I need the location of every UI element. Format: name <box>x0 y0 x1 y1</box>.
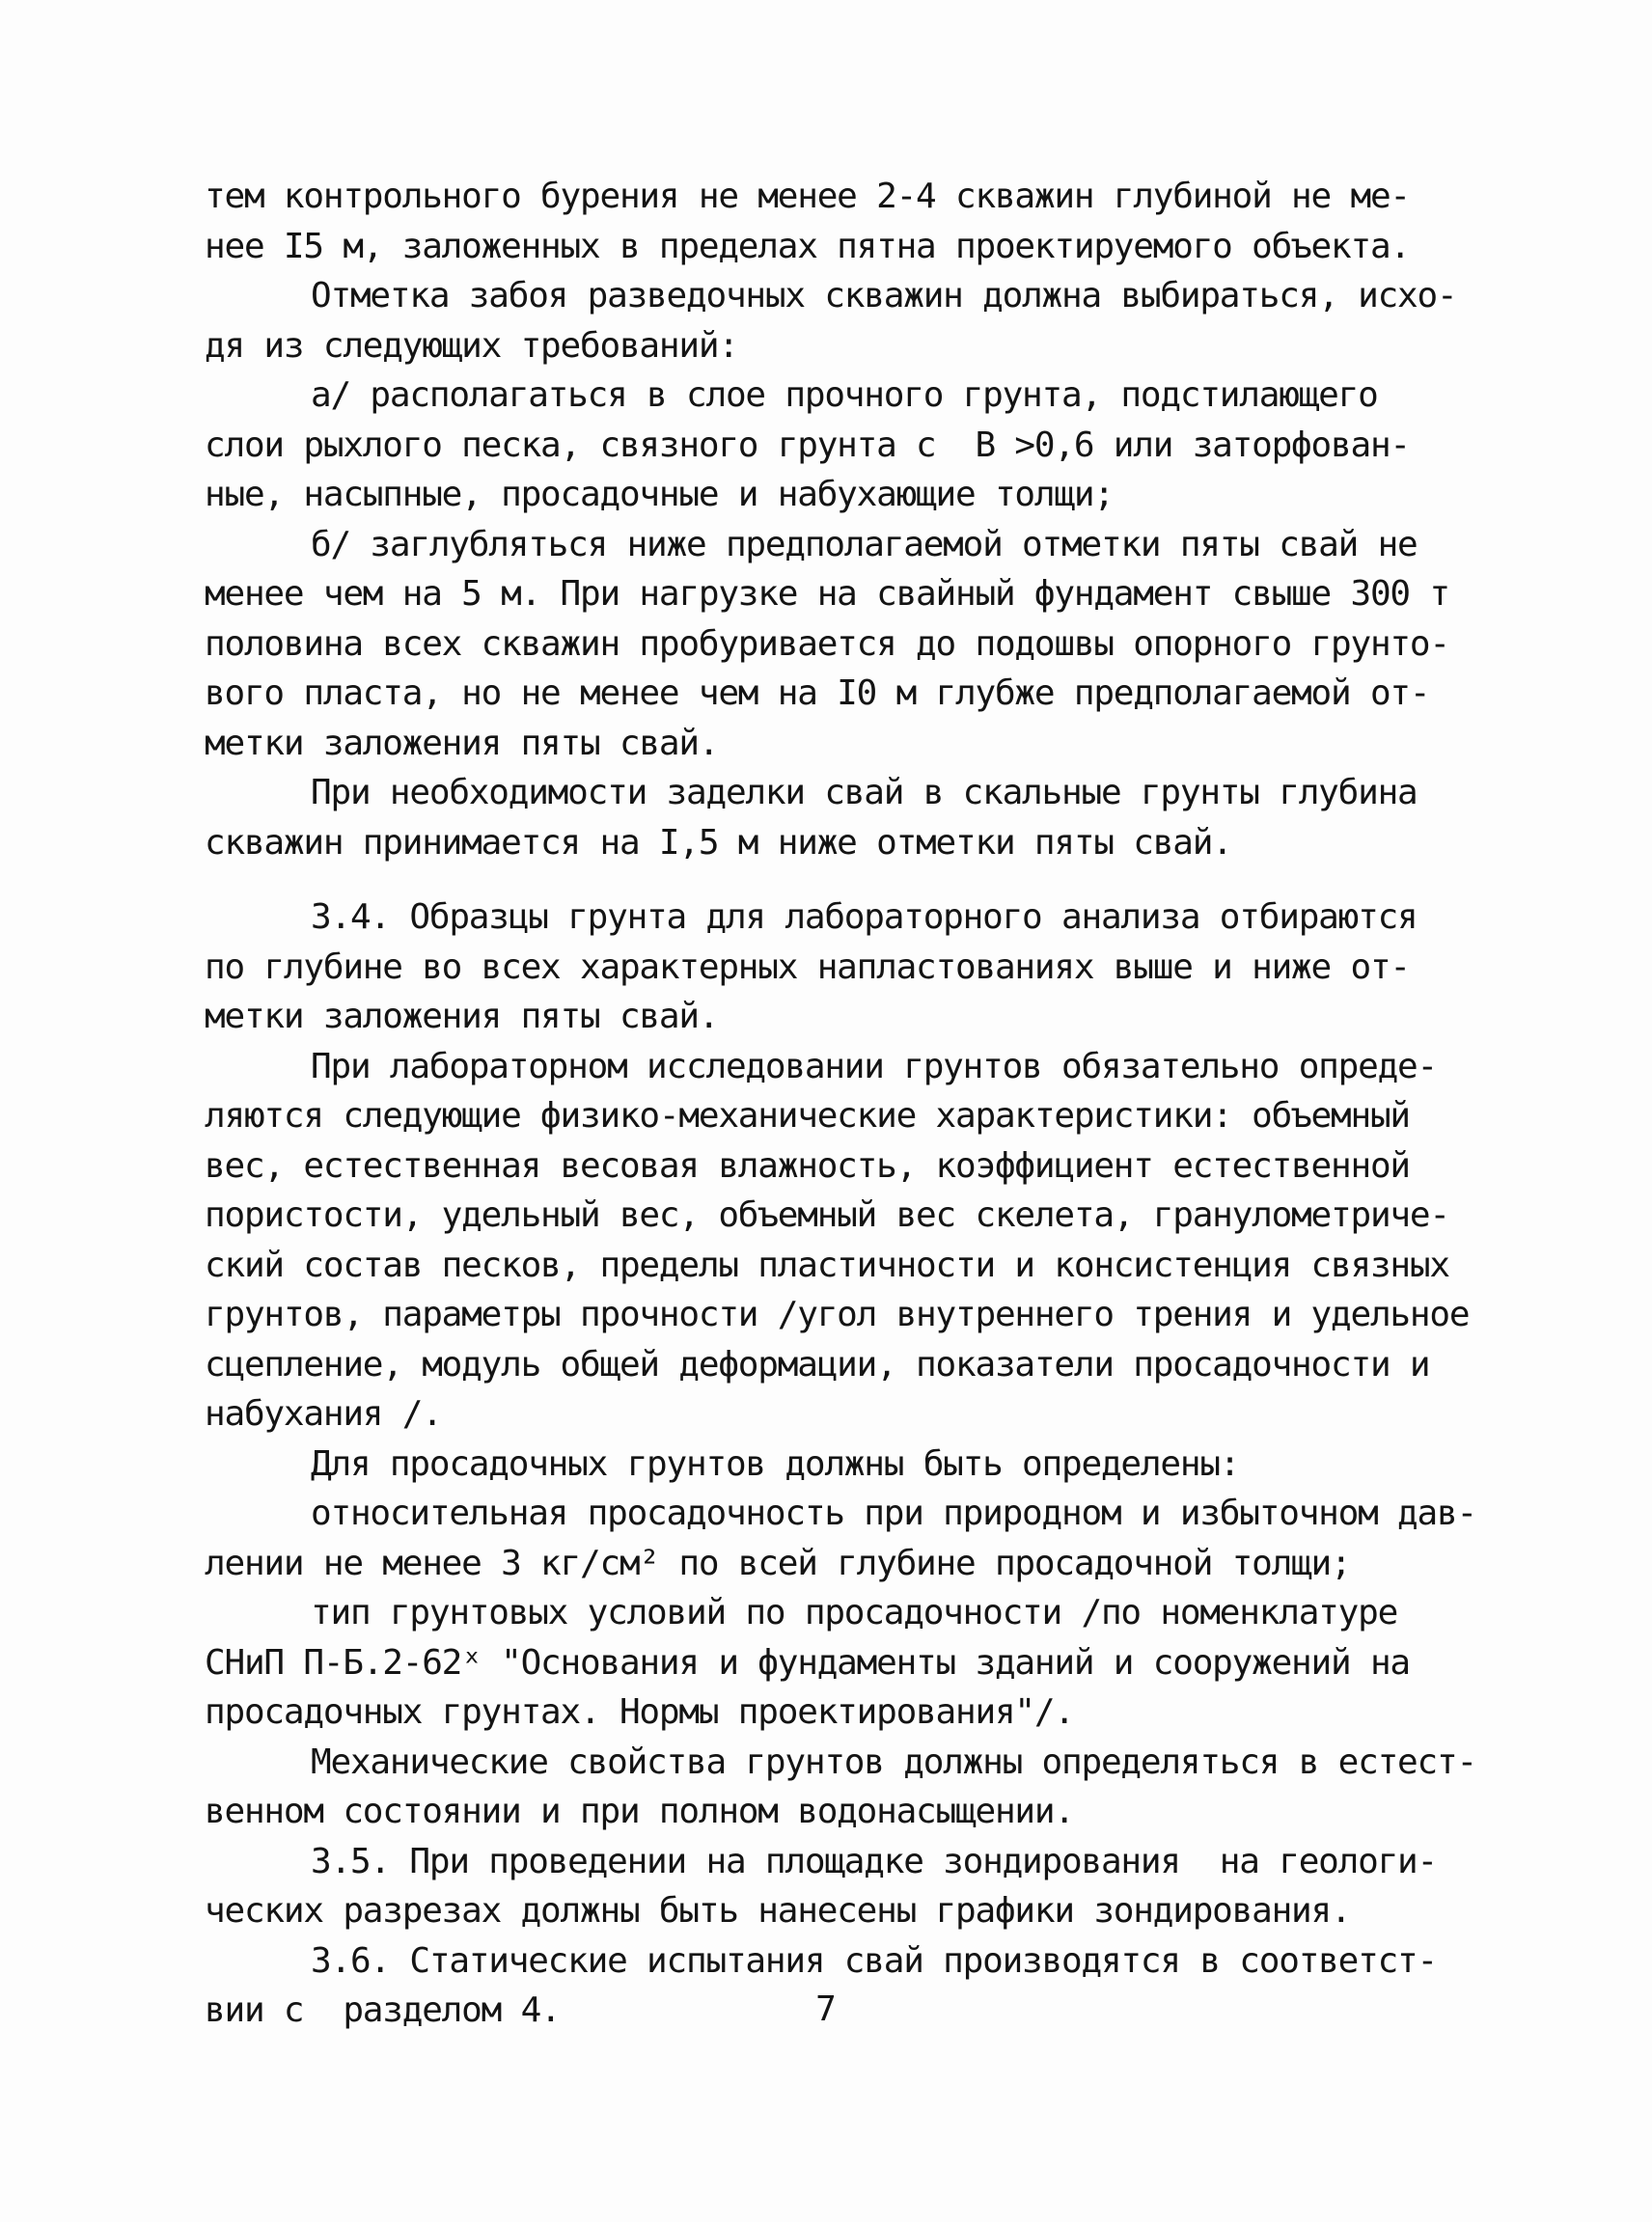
text-line: Отметка забоя разведочных скважин должна выбираться, исхо- <box>311 276 1457 315</box>
page-number: 7 <box>815 1989 837 2029</box>
text-line: вес, естественная весовая влажность, коэффициент естественной <box>205 1145 1410 1186</box>
text-line: Механические свойства грунтов должны определяться в естест- <box>311 1742 1476 1782</box>
text-line: СНиП П-Б.2-62ˣ "Основания и фундаменты зданий и сооружений на <box>205 1642 1410 1683</box>
text-line: вого пласта, но не менее чем на I0 м глубже предполагаемой от- <box>205 673 1430 713</box>
text-line: по глубине во всех характерных напластованиях выше и ниже от- <box>205 946 1410 987</box>
text-line: вии с разделом 4. <box>205 1990 561 2030</box>
text-line: При необходимости заделки свай в скальные грунты глубина <box>311 773 1418 812</box>
text-line: При лабораторном исследовании грунтов обязательно опреде- <box>311 1046 1438 1086</box>
text-line: ческих разрезах должны быть нанесены графики зондирования. <box>205 1891 1351 1931</box>
text-line: ляются следующие физико-механические характеристики: объемный <box>205 1096 1410 1136</box>
text-line: пористости, удельный вес, объемный вес скелета, гранулометриче- <box>205 1195 1449 1235</box>
text-line: венном состоянии и при полном водонасыщении. <box>205 1792 1074 1831</box>
text-line: б/ заглубляться ниже предполагаемой отметки пяты свай не <box>311 524 1418 564</box>
text-line: просадочных грунтах. Нормы проектирования"/. <box>205 1692 1074 1732</box>
text-line: 3.5. При проведении на площадке зондирования на геологи- <box>311 1841 1438 1881</box>
text-line: менее чем на 5 м. При нагрузке на свайный фундамент свыше 300 т <box>205 574 1449 614</box>
text-line: а/ располагаться в слое прочного грунта, подстилающего <box>311 375 1378 415</box>
text-line: 3.6. Статические испытания свай производятся в соответст- <box>311 1940 1438 1981</box>
text-line: слои рыхлого песка, связного грунта с B >0,6 или заторфован- <box>205 425 1410 465</box>
text-line: ский состав песков, пределы пластичности и консистенция связных <box>205 1245 1449 1285</box>
text-line: лении не менее 3 кг/см² по всей глубине просадочной толщи; <box>205 1543 1351 1583</box>
text-line: Для просадочных грунтов должны быть определены: <box>311 1443 1240 1484</box>
text-line: тем контрольного бурения не менее 2-4 скважин глубиной не ме- <box>205 177 1410 216</box>
text-line: сцепление, модуль общей деформации, показатели просадочности и <box>205 1344 1430 1385</box>
text-line: 3.4. Образцы грунта для лабораторного анализа отбираются <box>311 897 1418 937</box>
text-line: метки заложения пяты свай. <box>205 723 719 763</box>
text-line: нее I5 м, заложенных в пределах пятна проектируемого объекта. <box>205 226 1410 266</box>
body-text <box>205 172 1498 2036</box>
text-line: скважин принимается на I,5 м ниже отметки пяты свай. <box>205 822 1232 863</box>
text-line: тип грунтовых условий по просадочности /по номенклатуре <box>311 1593 1398 1632</box>
text-line: грунтов, параметры прочности /угол внутреннего трения и удельное <box>205 1295 1470 1334</box>
text-line: относительная просадочность при природном и избыточном дав- <box>311 1494 1476 1533</box>
paragraph-gap <box>205 867 1498 892</box>
text-line: набухания /. <box>205 1394 442 1434</box>
text-line: половина всех скважин пробуривается до подошвы опорного грунто- <box>205 623 1449 664</box>
text-line: ные, насыпные, просадочные и набухающие толщи; <box>205 475 1114 514</box>
text-line: метки заложения пяты свай. <box>205 997 719 1036</box>
text-line: дя из следующих требований: <box>205 325 738 366</box>
